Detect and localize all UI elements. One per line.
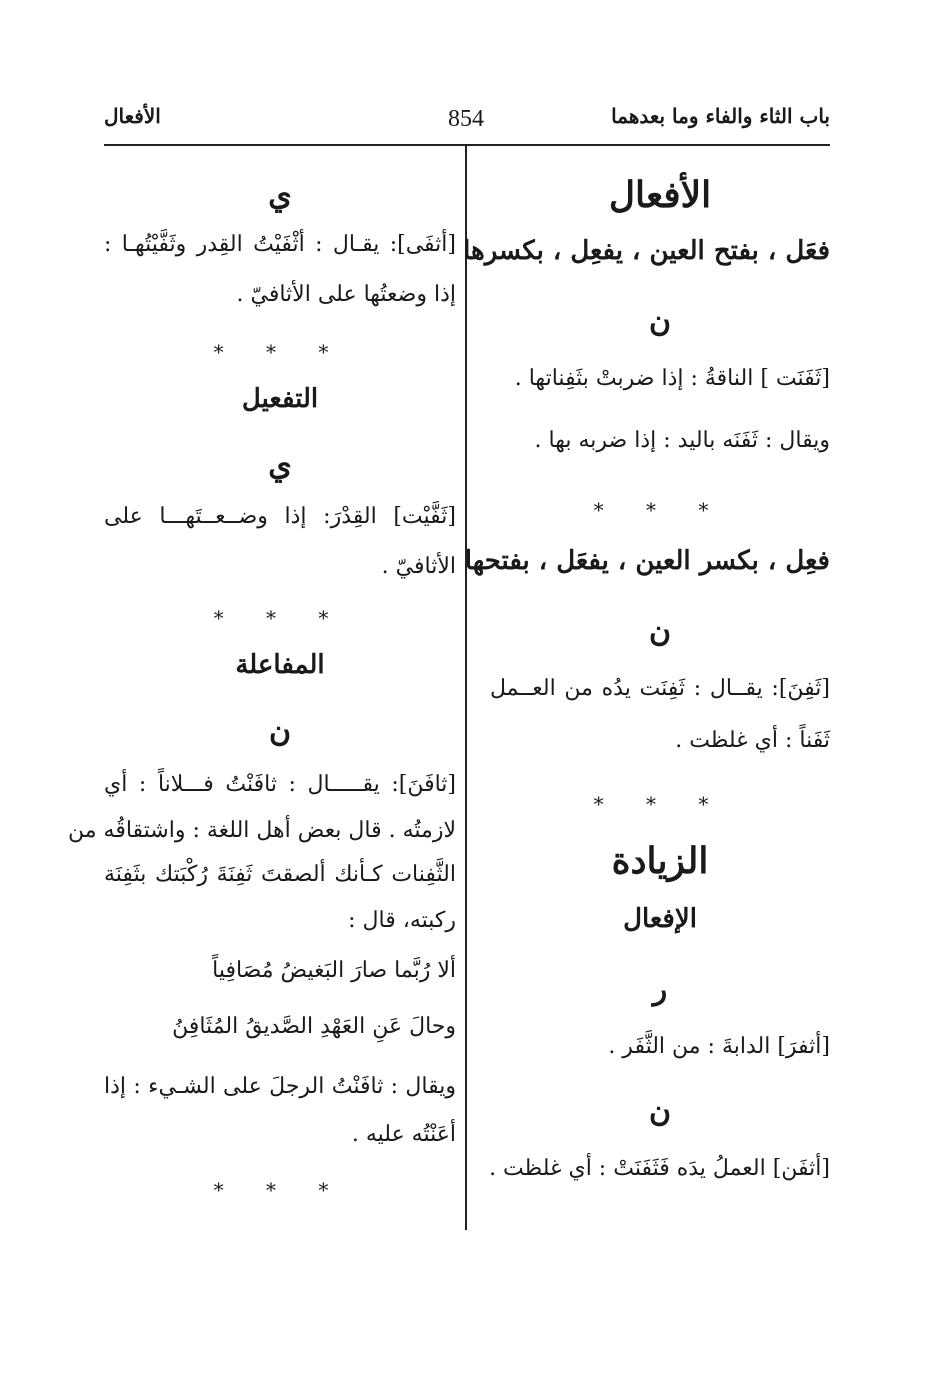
dictionary-entry: ويقال : ثافَنْتُ الرجلَ على الشـيء : إذا xyxy=(104,1074,456,1099)
letter-heading: ن xyxy=(648,304,672,339)
running-header-chapter: باب الثاء والفاء وما بعدهما xyxy=(611,104,830,128)
section-heading: الإفعال xyxy=(623,904,697,934)
dictionary-entry: [أثفرَ] الدابةَ : من الثَّفَر . xyxy=(608,1034,830,1059)
section-heading: المفاعلة xyxy=(235,650,325,680)
section-separator: * * * xyxy=(213,340,347,364)
letter-heading: ن xyxy=(268,714,292,749)
letter-heading: ر xyxy=(652,972,668,1007)
page-number: 854 xyxy=(448,106,484,132)
dictionary-entry: الثَّفِنات كـأنك ألصقتَ ثَفِنَةَ رُكْبَتك بثَفِنَة xyxy=(104,862,456,887)
column-divider xyxy=(465,146,467,1230)
dictionary-entry: ويقال : ثَفَنَه باليد : إذا ضربه بها . xyxy=(534,428,830,453)
section-separator: * * * xyxy=(213,1178,347,1202)
running-header-section: الأفعال xyxy=(104,104,161,128)
letter-heading: ن xyxy=(648,614,672,649)
section-separator: * * * xyxy=(593,792,727,816)
section-heading: فعَل ، بفتح العين ، يفعِل ، بكسرها xyxy=(463,236,830,266)
section-heading: فعِل ، بكسر العين ، يفعَل ، بفتحها xyxy=(464,546,830,576)
dictionary-entry: الأثافيّ . xyxy=(381,554,456,579)
section-heading: التفعيل xyxy=(241,384,319,414)
dictionary-entry: ثَفَناً : أي غلظت . xyxy=(675,728,830,753)
dictionary-entry: أعَنْتُه عليه . xyxy=(351,1122,456,1147)
poetry-verse: وحالَ عَنِ العَهْدِ الصَّديقُ المُثَافِنُ xyxy=(172,1014,456,1039)
section-separator: * * * xyxy=(593,498,727,522)
dictionary-entry: لازمتُه . قال بعض أهل اللغة : واشتقاقُه من xyxy=(68,818,456,843)
dictionary-entry: [ثَفَنَت ] الناقةُ : إذا ضربتْ بثَفِناتها . xyxy=(514,366,830,391)
letter-heading: ي xyxy=(268,448,292,483)
dictionary-entry: [ثافَنَ]: يقـــــال : ثافَنْتُ فـــلاناً : أي xyxy=(104,772,456,797)
dictionary-entry: [أثفَى]: يقـال : أثْفَيْتُ القِدر وثَفَّيْتُهـا : xyxy=(104,232,456,257)
column-title: الأفعال xyxy=(608,174,712,216)
column-title: الزيادة xyxy=(611,840,709,882)
header-rule xyxy=(104,144,830,146)
poetry-verse: ألا رُبَّما صارَ البَغيضُ مُصَافِياً xyxy=(212,958,456,983)
dictionary-entry: [ثَفِنَ]: يقــال : ثَفِنَت يدُه من العــمل xyxy=(490,676,830,701)
dictionary-entry: إذا وضعتُها على الأثافيّ . xyxy=(236,282,456,307)
dictionary-entry: [ثَفَّيْت] القِدْرَ: إذا وضــعــتَهـــا على xyxy=(104,504,456,529)
dictionary-entry: ركبته، قال : xyxy=(348,908,456,933)
section-separator: * * * xyxy=(213,606,347,630)
letter-heading: ي xyxy=(268,178,292,213)
dictionary-entry: [أثفَن] العملُ يدَه فَثَفَنَتْ : أي غلظت . xyxy=(489,1156,830,1181)
letter-heading: ن xyxy=(648,1094,672,1129)
